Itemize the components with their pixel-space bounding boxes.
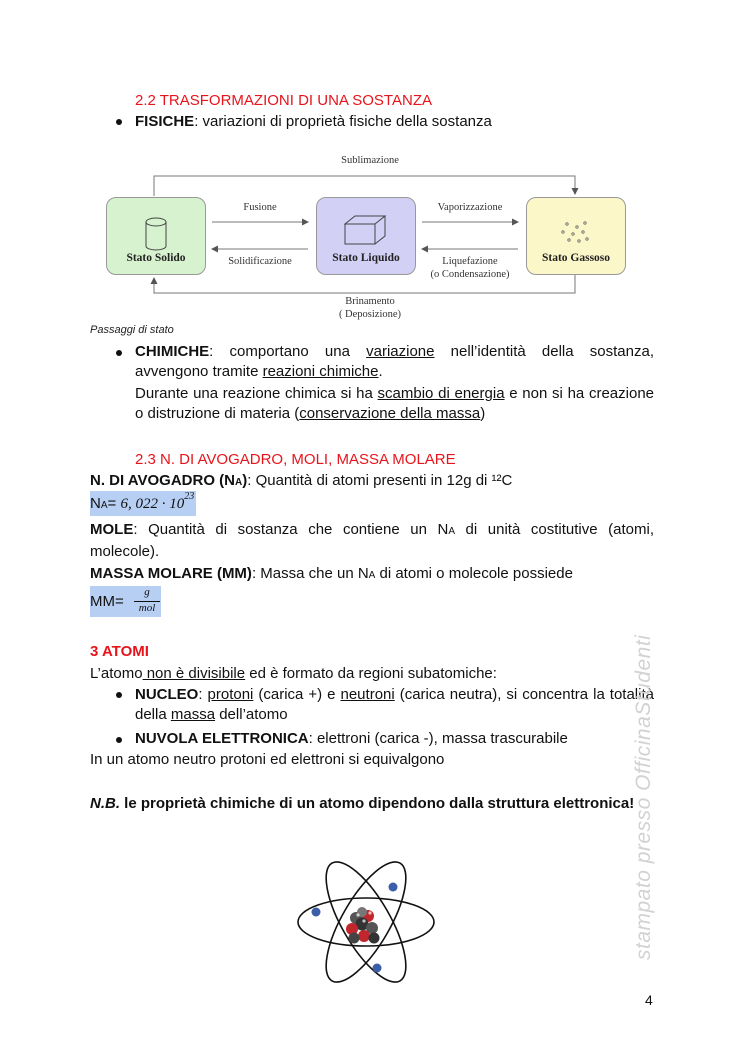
watermark: stampato presso OfficinaStudenti (632, 634, 655, 960)
chimiche-paragraph: Durante una reazione chimica si ha scambio di energia e non si ha creazione o distruzione di materia (conservazione della massa) (135, 385, 655, 422)
conservazione-massa-link: conservazione della massa (299, 405, 481, 422)
sublimazione-label: Sublimazione (341, 155, 399, 166)
state-label-solid: Stato Solido (126, 252, 186, 264)
variazione-link: variazione (366, 343, 435, 360)
bullet (116, 737, 122, 743)
neutral-atom-text: In un atomo neutro protoni ed elettroni si equivalgono (90, 751, 445, 768)
mm-definition: MASSA MOLARE (MM): Massa che un NA di atomi o molecole possiede (90, 565, 573, 582)
chimiche-label: CHIMICHE (135, 343, 210, 360)
liquefazione-label: Liquefazione (442, 256, 498, 267)
section-2-3-title: 2.3 N. DI AVOGADRO, MOLI, MASSA MOLARE (135, 451, 456, 468)
bullet (116, 350, 122, 356)
scambio-energia-link: scambio di energia (377, 385, 505, 402)
avogadro-line: N. DI AVOGADRO (NA): Quantità di atomi presenti in 12g di ¹²C (90, 472, 513, 489)
solidificazione-label: Solidificazione (228, 256, 292, 267)
fusione-label: Fusione (243, 202, 277, 213)
nuvola-label: NUVOLA ELETTRONICA (135, 730, 309, 747)
solid-cylinder-icon (142, 216, 170, 252)
deposizione-label-cut: ( Deposizione) (338, 309, 402, 320)
state-box-liquid (316, 197, 416, 275)
fisiche-text: : variazioni di proprietà fisiche della sostanza (194, 113, 492, 130)
section-3-title: 3 ATOMI (90, 643, 149, 660)
state-box-solid (106, 197, 206, 275)
state-label-liquid: Stato Liquido (332, 252, 400, 264)
state-box-gas (526, 197, 626, 275)
nb-label: N.B. (90, 795, 120, 812)
page-number: 4 (645, 992, 653, 1008)
state-label-gas: Stato Gassoso (541, 252, 611, 264)
mm-formula: MM= g mol (90, 586, 161, 617)
atom-illustration (292, 852, 442, 982)
chimiche-item: CHIMICHE: comportano una variazione nell’identità della sostanza, avvengono tramite reazioni chimiche. (135, 343, 654, 380)
avogadro-formula: NA= 6, $022 \cdot 10^{23}$ (90, 491, 196, 516)
nucleo-label: NUCLEO (135, 686, 199, 703)
mm-numerator: g (144, 586, 150, 598)
mole-definition: MOLE: Quantità di sostanza che contiene un NA di unità costitutive (atomi, molecole). (90, 521, 654, 560)
gas-particles-icon (557, 220, 597, 250)
liquid-container-icon (339, 212, 389, 248)
brinamento-label: Brinamento (345, 296, 395, 307)
mole-label: MOLE (90, 521, 134, 538)
atomi-intro: L’atomo non è divisibile ed è formato da regioni subatomiche: (90, 665, 497, 682)
bullet (116, 692, 122, 698)
avogadro-text: : Quantità di atomi presenti in 12g di ¹²C (247, 472, 513, 489)
bullet (116, 119, 122, 125)
fisiche-label: FISICHE (135, 113, 195, 130)
state-diagram (100, 150, 640, 320)
nucleo-item: NUCLEO: protoni (carica +) e neutroni (carica neutra), si concentra la totalità della massa dell’atomo (135, 686, 654, 723)
avogadro-value: 6, 022 · 10 (120, 496, 185, 512)
nb-note: N.B. le proprietà chimiche di un atomo dipendono dalla struttura elettronica! (90, 795, 635, 812)
mm-denominator: mol (138, 602, 156, 614)
reazioni-chimiche-link: reazioni chimiche (262, 363, 379, 380)
condensazione-label: (o Condensazione) (430, 269, 510, 280)
nuvola-item: NUVOLA ELETTRONICA: elettroni (carica -), massa trascurabile (135, 730, 568, 747)
mm-label: MASSA MOLARE (MM) (90, 565, 252, 582)
avogadro-label: N. DI AVOGADRO (N (90, 472, 235, 489)
nucleus-icon (346, 907, 380, 944)
diagram-caption: Passaggi di stato (90, 324, 174, 336)
vaporizzazione-label: Vaporizzazione (437, 202, 503, 213)
fisiche-item (135, 112, 492, 132)
avogadro-exponent: 23 (184, 491, 195, 502)
section-2-2-title: 2.2 TRASFORMAZIONI DI UNA SOSTANZA (135, 92, 432, 109)
